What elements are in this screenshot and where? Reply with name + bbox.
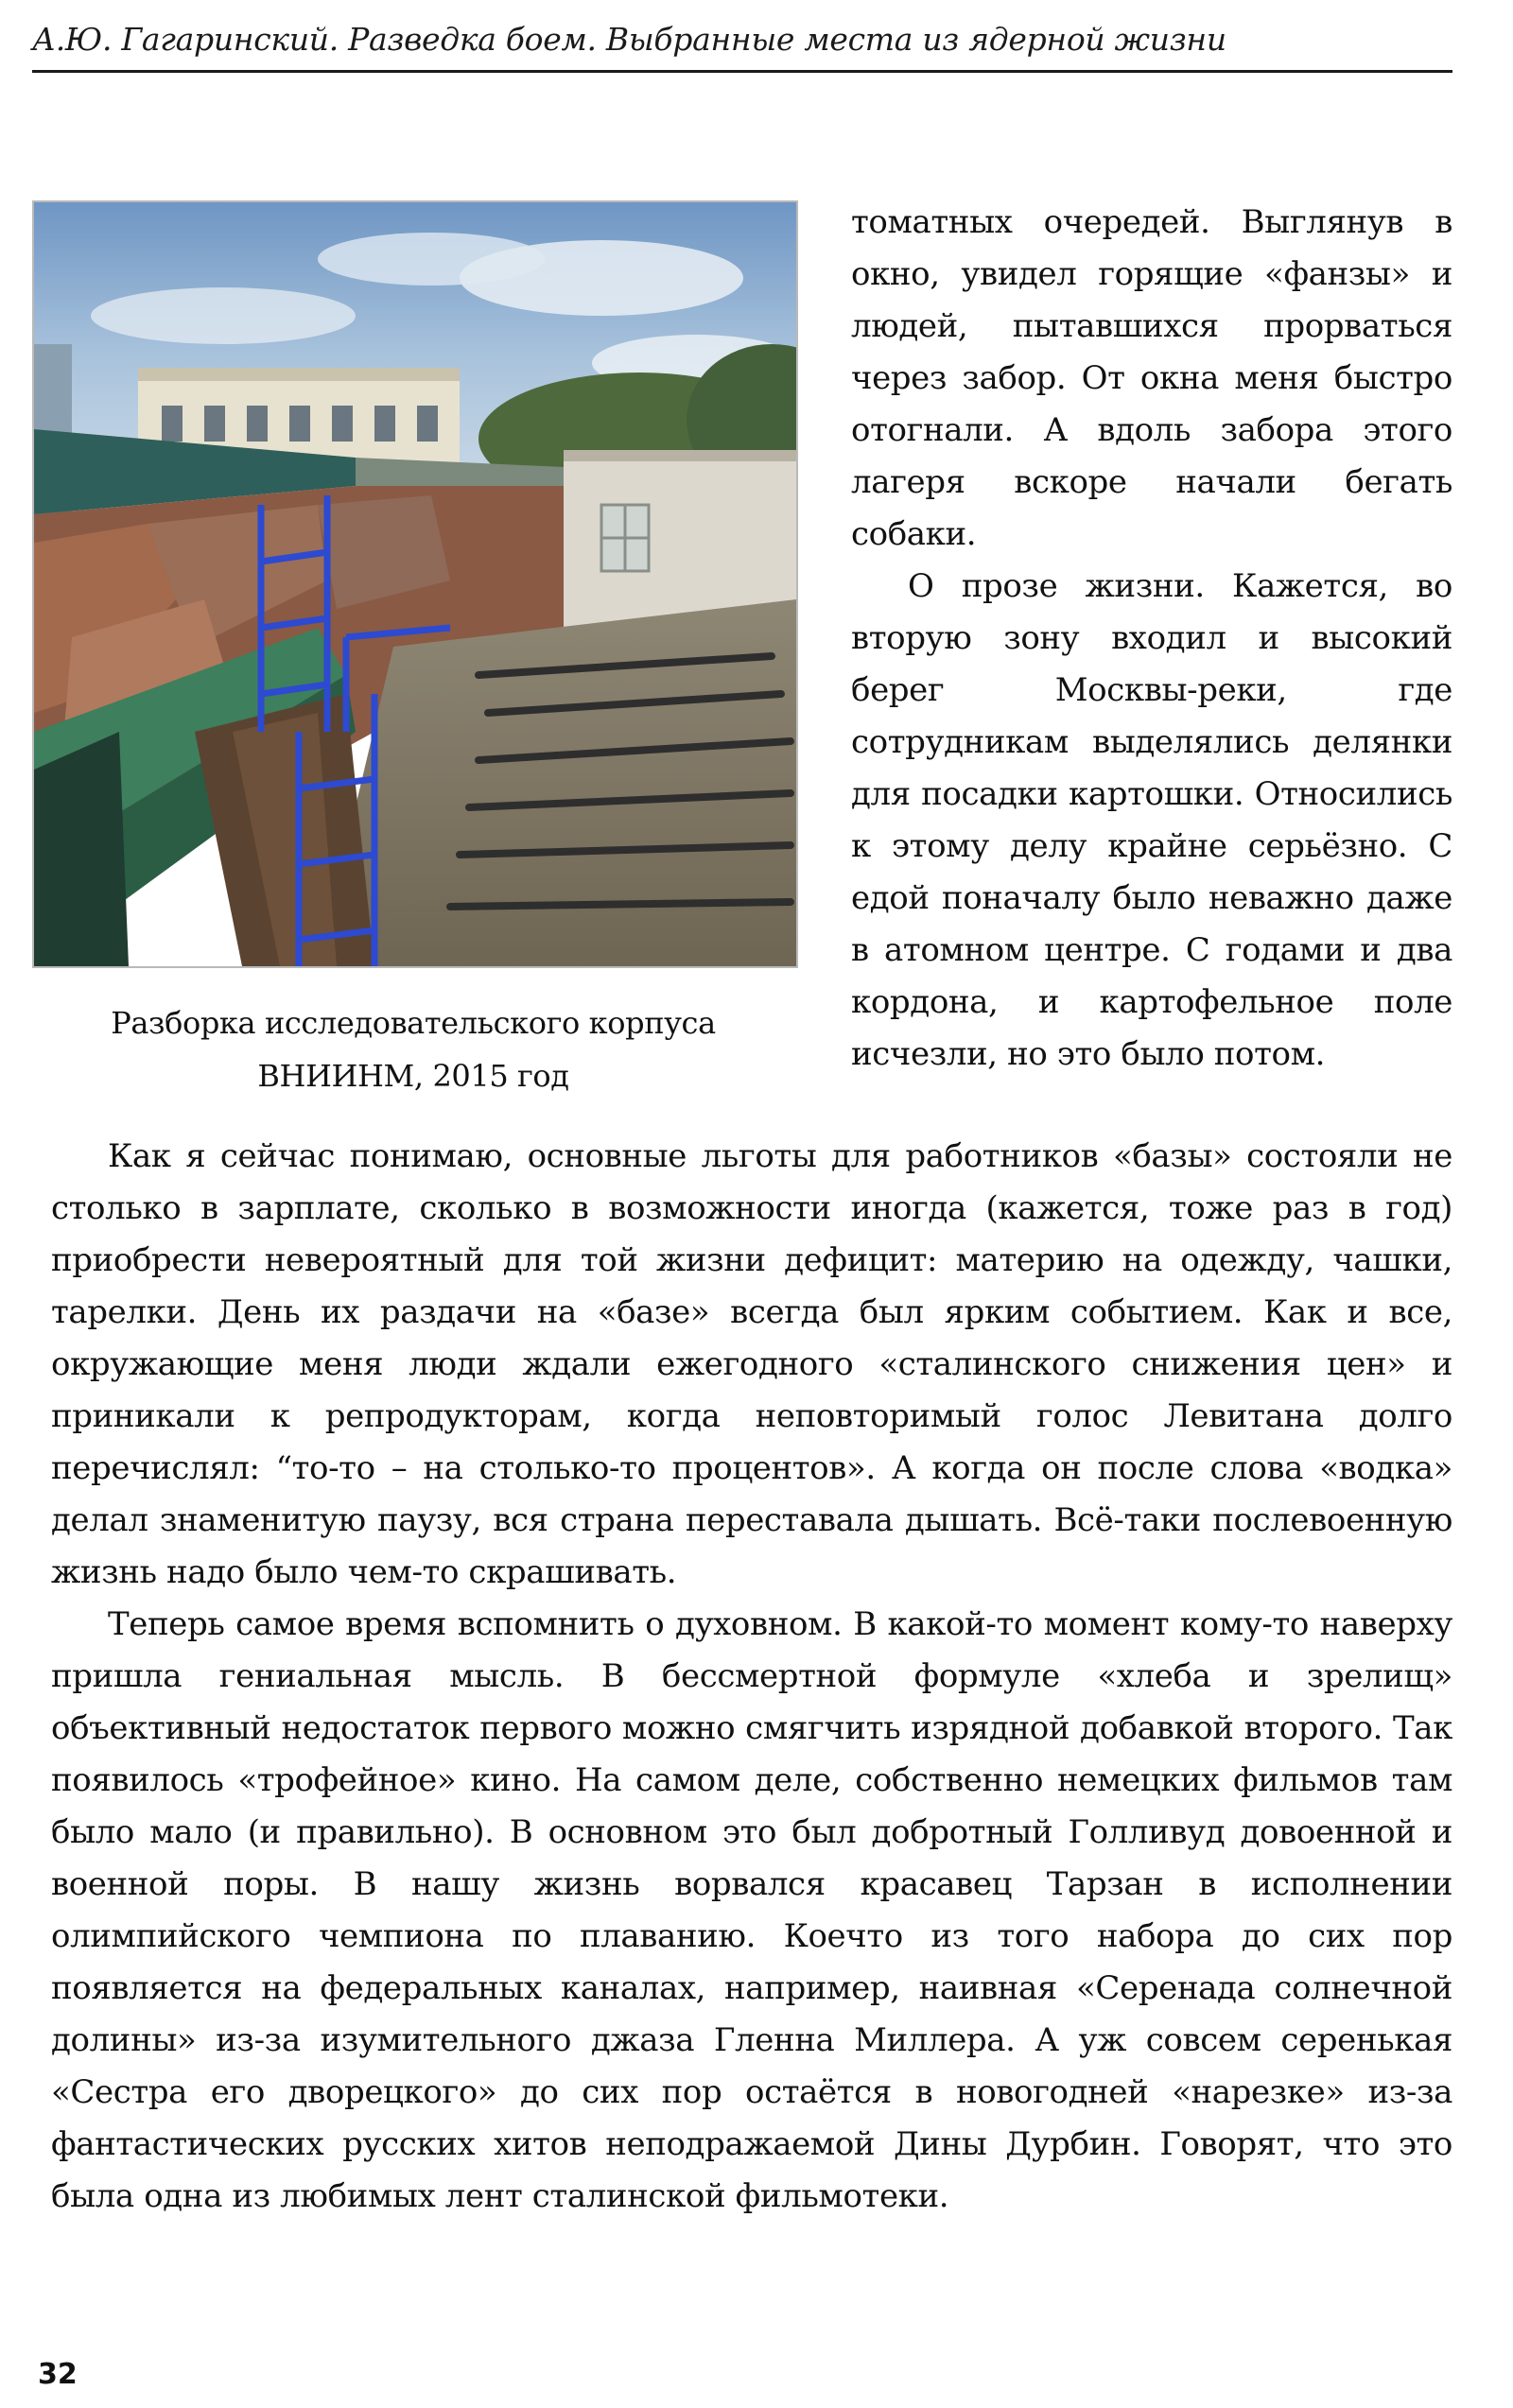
running-header: А.Ю. Гагаринский. Разведка боем. Выбранные места из ядерной жизни <box>32 21 1226 58</box>
paragraph-benefits: Как я сейчас понимаю, основные льготы для работников «базы» состояли не столько в зарплате, сколько в возможности иногда (кажется, тоже раз в год) приобрести невероятный для той жизни дефицит: материю на одежду, чашки, тарелки. День их раздачи на «базе» всегда был ярким событием. Как и все, окружающие меня люди ждали ежегодного «сталинского снижения цен» и приникали к репродукторам, когда неповторимый голос Левитана долго перечислял: “то-то – на столько-то процентов». А когда он после слова «водка» делал знаменитую паузу, вся страна переставала дышать. Всё-таки послевоенную жизнь надо было чем-то скрашивать. <box>51 1137 1452 1591</box>
header-rule <box>32 70 1452 73</box>
figure <box>32 200 798 1102</box>
paragraph-continued: томатных очередей. Выглянув в окно, увидел горящие «фанзы» и людей, пытавшихся прорваться через забор. От окна меня быстро отогнали. А вдоль забора этого лагеря вскоре начали бегать собаки. <box>851 203 1452 553</box>
figure-caption-line-2: ВНИИНМ, 2015 год <box>257 1058 569 1094</box>
paragraph-trophy-cinema: Теперь самое время вспомнить о духовном. В какой-то момент кому-то наверху пришла гениальная мысль. В бессмертной формуле «хлеба и зрелищ» объективный недостаток первого можно смягчить изрядной добавкой второго. Так появилось «трофейное» кино. На самом деле, собственно немецких фильмов там было мало (и правильно). В основном это был добротный Голливуд довоенной и военной поры. В нашу жизнь ворвался красавец Тарзан в исполнении олимпийского чемпиона по плаванию. Коечто из того набора до сих пор появляется на федеральных каналах, например, наивная «Серенада солнечной долины» из-за изумительного джаза Гленна Миллера. А уж совсем серенькая «Сестра его дворецкого» до сих пор остаётся в новогодней «нарезке» из-за фантастических русских хитов неподражаемой Дины Дурбин. Говорят, что это была одна из любимых лент сталинской фильмотеки. <box>51 1605 1452 2215</box>
paragraph-prose-of-life: О прозе жизни. Кажется, во вторую зону входил и высокий берег Москвы-реки, где сотрудникам выделялись делянки для посадки картошки. Относились к этому делу крайне серьёзно. С едой поначалу было неважно даже в атомном центре. С годами и два кордона, и картофельное поле исчезли, но это было потом. <box>851 567 1452 1073</box>
full-width-text <box>51 1131 1452 2223</box>
demolition-photo-illustration <box>34 202 796 966</box>
figure-caption <box>32 996 794 1102</box>
right-text-column <box>851 197 1452 1081</box>
figure-caption-line-1: Разборка исследовательского корпуса <box>111 1005 716 1041</box>
page-number: 32 <box>38 2358 78 2391</box>
demolition-photo <box>32 200 798 968</box>
